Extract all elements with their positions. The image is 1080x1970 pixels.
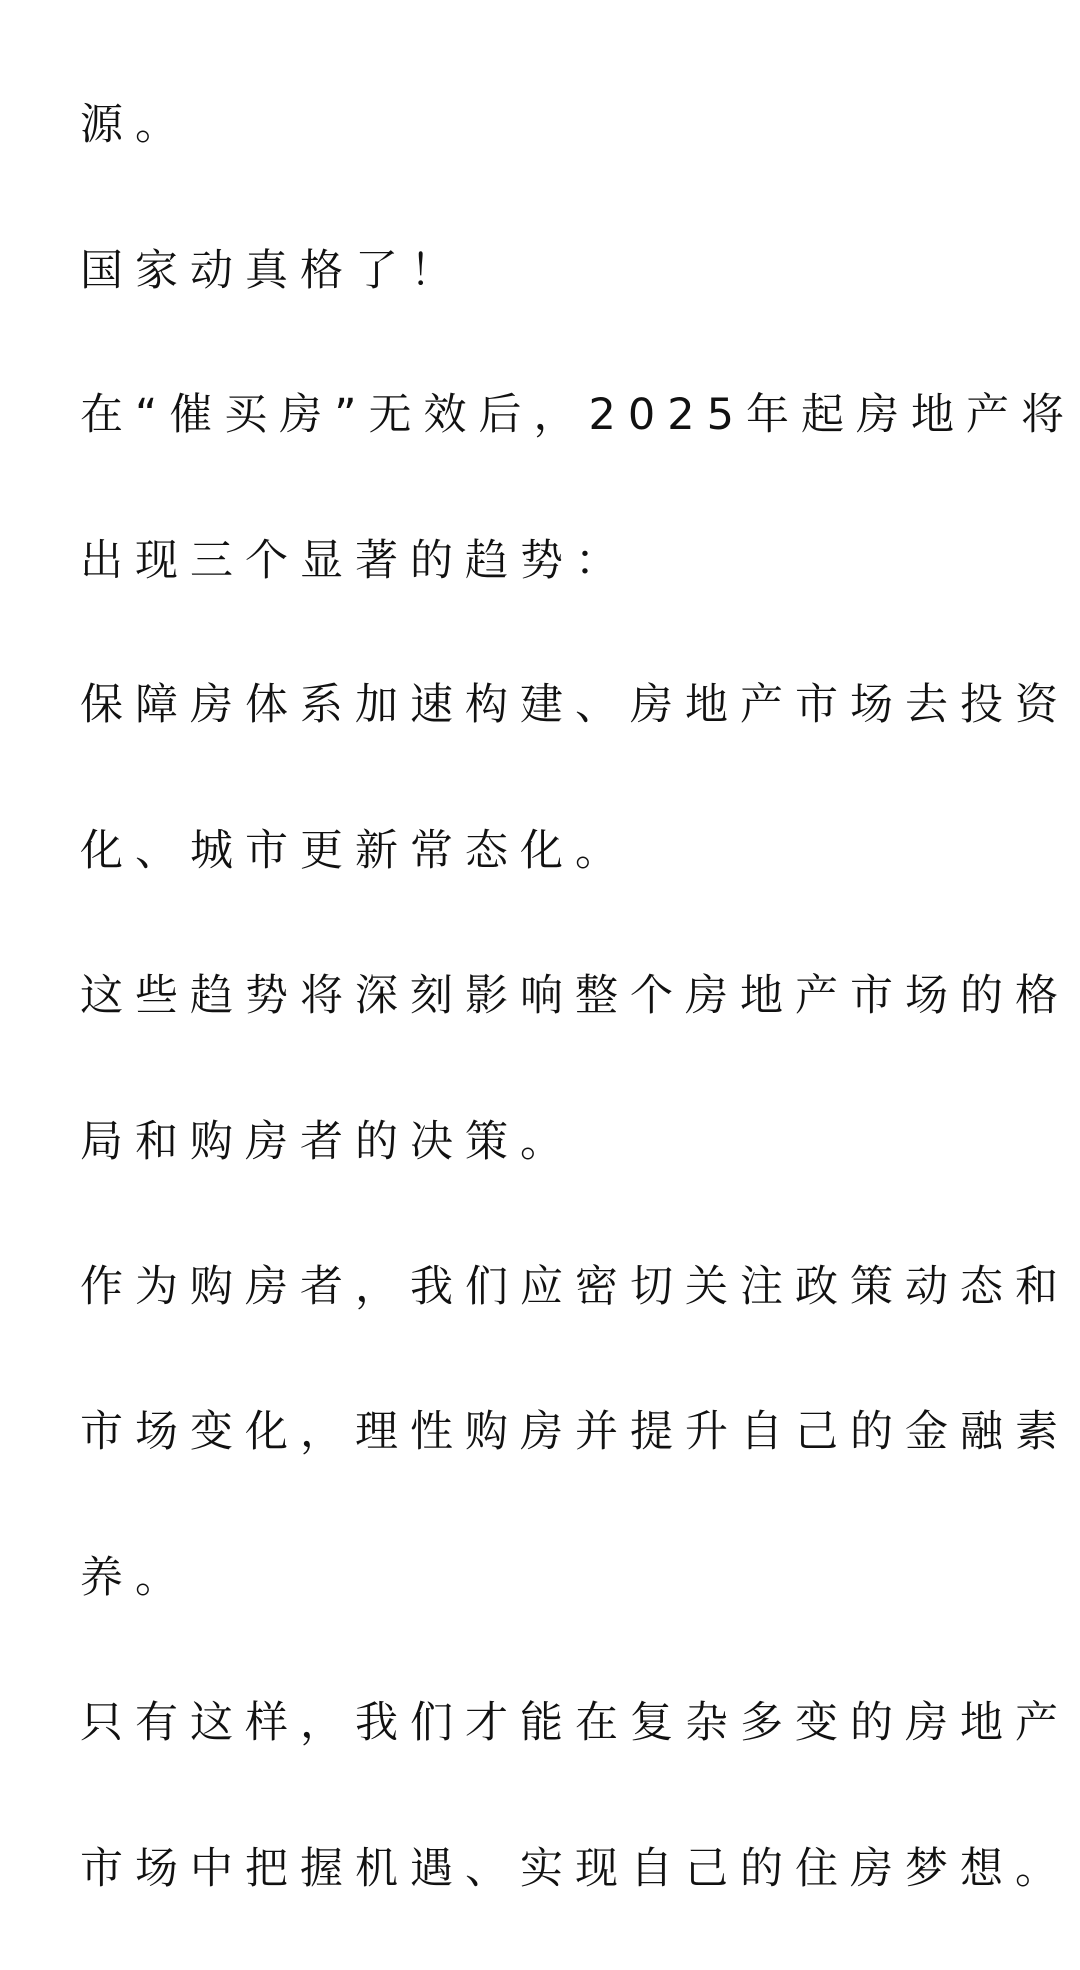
text-line: 作为购房者，我们应密切关注政策动态和: [80, 1262, 1070, 1312]
text-line: 市场中把握机遇、实现自己的住房梦想。: [80, 1844, 1070, 1894]
text-line: 养。: [80, 1553, 190, 1603]
text-line: 出现三个显著的趋势：: [80, 536, 630, 586]
text-line: 只有这样，我们才能在复杂多变的房地产: [80, 1698, 1070, 1748]
text-line: 化、城市更新常态化。: [80, 826, 630, 876]
text-line: 这些趋势将深刻影响整个房地产市场的格: [80, 971, 1070, 1021]
text-line: 国家动真格了！: [80, 246, 465, 296]
text-line: 在“催买房”无效后，2025年起房地产将: [80, 390, 1076, 440]
text-line: 局和购房者的决策。: [80, 1117, 575, 1167]
text-line: 源。: [80, 100, 190, 150]
text-line: 市场变化，理性购房并提升自己的金融素: [80, 1407, 1070, 1457]
text-line: 保障房体系加速构建、房地产市场去投资: [80, 680, 1070, 730]
